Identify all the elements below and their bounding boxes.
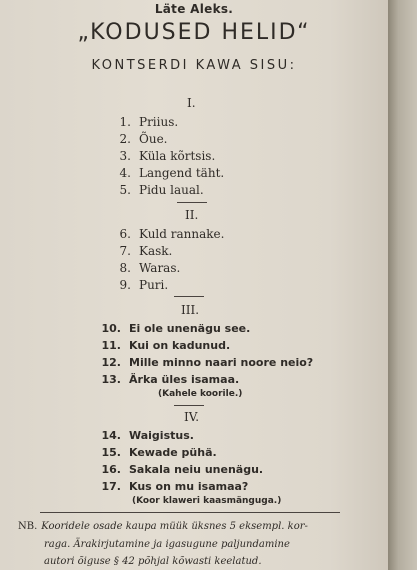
item-title: Langend täht. bbox=[139, 166, 225, 180]
document-subtitle: KONTSERDI KAWA SISU: bbox=[91, 58, 297, 73]
section-divider bbox=[174, 405, 204, 406]
document-title: „KODUSED HELID“ bbox=[77, 20, 311, 45]
section-heading-2: II. bbox=[185, 208, 199, 222]
book-gutter bbox=[388, 0, 417, 570]
item-number: 3. bbox=[119, 149, 131, 163]
item-number: 16. bbox=[101, 463, 121, 476]
item-number: 2. bbox=[119, 132, 131, 146]
section-heading-3: III. bbox=[181, 303, 200, 317]
footnote-prefix: NB. bbox=[18, 521, 38, 532]
item-number: 14. bbox=[101, 429, 121, 442]
item-number: 15. bbox=[101, 446, 121, 459]
item-number: 7. bbox=[119, 244, 131, 258]
item-number: 5. bbox=[119, 183, 131, 197]
item-number: 1. bbox=[119, 115, 131, 129]
item-title: Pidu laual. bbox=[139, 183, 204, 197]
item-title: Mille minno naari noore neio? bbox=[129, 356, 314, 369]
program-item bbox=[103, 132, 167, 146]
section-heading-1: I. bbox=[187, 96, 196, 110]
item-number: 8. bbox=[119, 261, 131, 275]
composer-name: Läte Aleks. bbox=[154, 2, 234, 16]
item-title: Kuld rannake. bbox=[139, 227, 225, 241]
program-item bbox=[103, 261, 180, 275]
item-title: Küla kõrtsis. bbox=[139, 149, 216, 163]
item-number: 6. bbox=[119, 227, 131, 241]
item-title: Ei ole unenägu see. bbox=[129, 322, 251, 335]
item-title: Ärka üles isamaa. bbox=[129, 373, 240, 386]
program-item bbox=[93, 446, 217, 459]
item-number: 4. bbox=[119, 166, 131, 180]
item-number: 17. bbox=[101, 480, 121, 493]
program-item bbox=[93, 463, 263, 476]
program-item bbox=[93, 429, 194, 442]
item-title: Waras. bbox=[139, 261, 181, 275]
item-title: Priius. bbox=[139, 115, 179, 129]
footnote-line-3: autori õiguse § 42 põhjal kõwasti keelatud. bbox=[44, 556, 262, 567]
item-number: 12. bbox=[101, 356, 121, 369]
item-number: 9. bbox=[119, 278, 131, 292]
item-title: Kewade pühä. bbox=[129, 446, 217, 459]
item-title: Waigistus. bbox=[129, 429, 194, 442]
program-item bbox=[93, 339, 230, 352]
program-item bbox=[103, 115, 178, 129]
footer-divider bbox=[40, 512, 340, 513]
section-divider bbox=[177, 202, 207, 203]
item-title: Kask. bbox=[139, 244, 173, 258]
program-item bbox=[103, 149, 215, 163]
program-item bbox=[93, 356, 313, 369]
program-item bbox=[103, 278, 168, 292]
item-number: 11. bbox=[101, 339, 121, 352]
item-performance-note: (Koor klaweri kaasmänguga.) bbox=[132, 496, 282, 506]
program-item bbox=[93, 373, 239, 386]
footnote-line-2: raga. Ärakirjutamine ja igasugune paljundamine bbox=[44, 539, 290, 550]
program-item bbox=[93, 322, 250, 335]
program-item bbox=[103, 244, 172, 258]
item-number: 13. bbox=[101, 373, 121, 386]
section-heading-4: IV. bbox=[184, 410, 200, 424]
item-performance-note: (Kahele koorile.) bbox=[158, 389, 243, 399]
item-title: Puri. bbox=[139, 278, 169, 292]
item-title: Kui on kadunud. bbox=[129, 339, 231, 352]
item-number: 10. bbox=[101, 322, 121, 335]
program-item bbox=[93, 480, 248, 493]
program-item bbox=[103, 227, 224, 241]
program-item bbox=[103, 166, 224, 180]
footnote-line-1: NB. Kooridele osade kaupa müük üksnes 5 eksempl. kor- bbox=[18, 521, 308, 532]
program-item bbox=[103, 183, 204, 197]
item-title: Kus on mu isamaa? bbox=[129, 480, 249, 493]
item-title: Sakala neiu unenägu. bbox=[129, 463, 264, 476]
section-divider bbox=[174, 296, 204, 297]
item-title: Õue. bbox=[139, 132, 168, 146]
